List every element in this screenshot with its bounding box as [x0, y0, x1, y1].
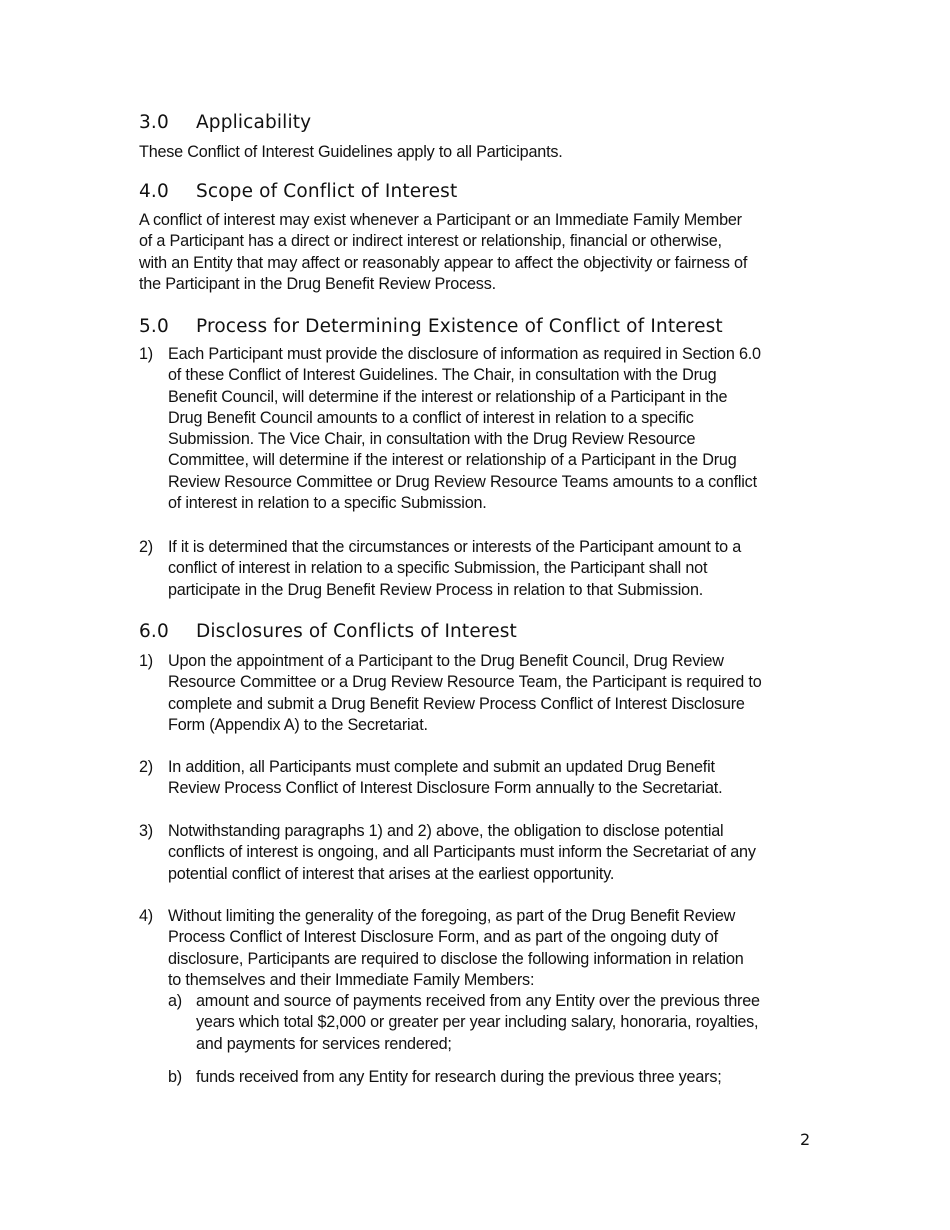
text-line: Upon the appointment of a Participant to the Drug Benefit Council, Drug Review — [168, 652, 724, 670]
text-line: disclosure, Participants are required to disclose the following information in relation — [168, 949, 744, 968]
numbered-item — [139, 651, 809, 736]
item-text — [168, 757, 809, 800]
text-line: Review Process Conflict of Interest Disclosure Form annually to the Secretariat. — [168, 779, 723, 798]
item-text — [168, 906, 809, 991]
section-title: Applicability — [196, 112, 312, 133]
text-line: conflicts of interest is ongoing, and all Participants must inform the Secretariat of any — [168, 843, 756, 862]
text-line: Process Conflict of Interest Disclosure Form, and as part of the ongoing duty of — [168, 928, 718, 947]
item-number: 2) — [139, 538, 153, 556]
text-line: to themselves and their Immediate Family Members: — [168, 970, 535, 989]
text-line: A conflict of interest may exist whenever a Participant or an Immediate Family Member — [139, 211, 742, 229]
item-number: 1) — [139, 345, 153, 363]
text-line: of interest in relation to a specific Submission. — [168, 494, 487, 513]
section-number: 5.0 — [139, 316, 169, 337]
section-title: Process for Determining Existence of Conflict of Interest — [196, 316, 723, 337]
section-title: Disclosures of Conflicts of Interest — [196, 621, 517, 642]
lettered-subitem — [168, 991, 809, 1055]
text-line: Committee, will determine if the interest or relationship of a Participant in the Drug — [168, 451, 737, 470]
item-text — [168, 537, 809, 601]
text-line: Benefit Council, will determine if the interest or relationship of a Participant in the — [168, 387, 728, 406]
text-line: participate in the Drug Benefit Review Process in relation to that Submission. — [168, 580, 704, 599]
page-number: 2 — [800, 1130, 811, 1149]
text-line: years which total $2,000 or greater per year including salary, honoraria, royalties, — [196, 1013, 759, 1032]
numbered-item — [139, 821, 809, 885]
section-heading-scope — [139, 180, 457, 204]
section-heading-process — [139, 315, 723, 339]
subitem-letter: b) — [168, 1068, 182, 1086]
text-line: the Participant in the Drug Benefit Review Process. — [139, 274, 496, 293]
text-line: If it is determined that the circumstances or interests of the Participant amount to a — [168, 538, 742, 556]
text-line: Notwithstanding paragraphs 1) and 2) above, the obligation to disclose potential — [168, 822, 724, 840]
text-line: with an Entity that may affect or reasonably appear to affect the objectivity or fairness of — [139, 253, 748, 272]
text-line: Review Resource Committee or Drug Review Resource Teams amounts to a conflict — [168, 472, 757, 491]
text-line: of a Participant has a direct or indirect interest or relationship, financial or otherwise, — [139, 232, 722, 251]
scope-paragraph — [139, 210, 809, 295]
section-title: Scope of Conflict of Interest — [196, 181, 458, 202]
item-number: 4) — [139, 907, 153, 925]
numbered-item — [139, 757, 809, 800]
numbered-item — [139, 537, 809, 601]
text-line: Without limiting the generality of the foregoing, as part of the Drug Benefit Review — [168, 907, 736, 925]
text-line: In addition, all Participants must complete and submit an updated Drug Benefit — [168, 758, 715, 776]
section-number: 3.0 — [139, 112, 169, 133]
text-line: complete and submit a Drug Benefit Review Process Conflict of Interest Disclosure — [168, 694, 745, 713]
text-line: Submission. The Vice Chair, in consultation with the Drug Review Resource — [168, 430, 696, 449]
section-number: 4.0 — [139, 181, 169, 202]
numbered-item — [139, 344, 809, 514]
section-heading-disclosures — [139, 620, 517, 644]
item-text — [168, 821, 809, 885]
subitem-letter: a) — [168, 992, 182, 1010]
text-line: conflict of interest in relation to a specific Submission, the Participant shall not — [168, 559, 708, 578]
text-line: Resource Committee or a Drug Review Resource Team, the Participant is required to — [168, 673, 762, 692]
section-heading-applicability — [139, 111, 311, 135]
item-number: 2) — [139, 758, 153, 776]
applicability-paragraph: These Conflict of Interest Guidelines apply to all Participants. — [139, 143, 563, 161]
lettered-subitem — [168, 1067, 809, 1088]
text-line: potential conflict of interest that arises at the earliest opportunity. — [168, 864, 615, 883]
text-line: of these Conflict of Interest Guidelines. The Chair, in consultation with the Drug — [168, 366, 717, 385]
subitem-text — [196, 991, 809, 1055]
text-line: Form (Appendix A) to the Secretariat. — [168, 715, 428, 734]
text-line: and payments for services rendered; — [196, 1034, 452, 1053]
numbered-item — [139, 906, 809, 991]
item-text — [168, 344, 809, 514]
text-line: Each Participant must provide the disclosure of information as required in Section 6.0 — [168, 345, 761, 363]
item-text — [168, 651, 809, 736]
item-number: 1) — [139, 652, 153, 670]
subitem-text — [196, 1067, 809, 1088]
section-number: 6.0 — [139, 621, 169, 642]
text-line: funds received from any Entity for research during the previous three years; — [196, 1068, 722, 1086]
text-line: amount and source of payments received from any Entity over the previous three — [196, 992, 760, 1010]
text-line: Drug Benefit Council amounts to a conflict of interest in relation to a specific — [168, 408, 694, 427]
item-number: 3) — [139, 822, 153, 840]
